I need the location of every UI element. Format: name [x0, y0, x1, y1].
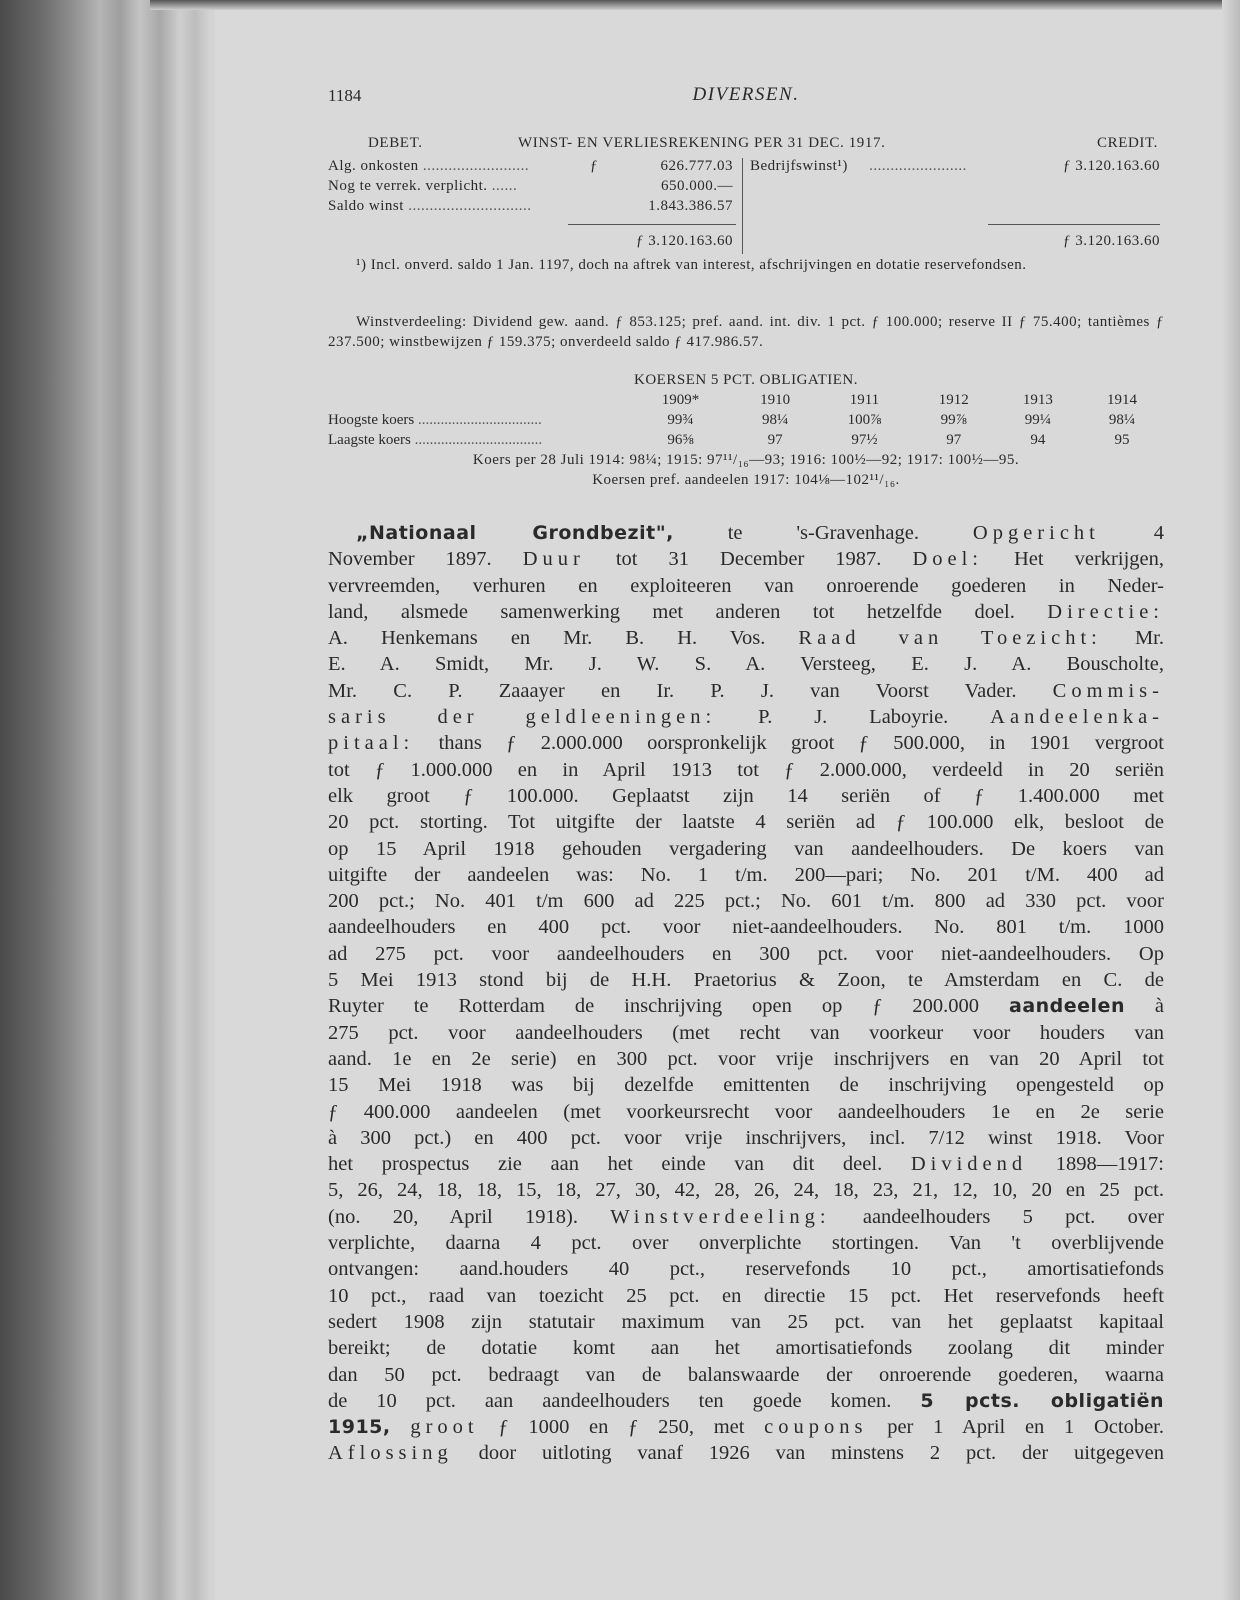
year-header: 1912	[938, 391, 969, 408]
winstverdeeling-text: Winstverdeeling: Dividend gew. aand. ƒ 853.125; pref. aand. int. div. 1 pct. ƒ 100.000; reserve II ƒ 75.400; tantièmes ƒ 237.500; winstbewijzen ƒ 159.375; onverdeeld saldo ƒ 417.986.57.	[328, 314, 1164, 350]
text-segment: aandeelhouders 5 pct. over	[830, 1205, 1164, 1228]
text-line	[328, 1020, 1164, 1046]
text-line	[328, 941, 1164, 967]
koersen-title: KOERSEN 5 PCT. OBLIGATIEN.	[634, 372, 858, 388]
year-header: 1914	[1106, 391, 1137, 408]
text-segment: tot ƒ 1.000.000 en in April 1913 tot ƒ 2.000.000, verdeeld in 20 seriën	[328, 758, 1164, 781]
text-segment: ad 275 pct. voor aandeelhouders en 300 pct. voor niet-aandeelhouders. Op	[328, 942, 1164, 965]
bold-heading-text: „Nationaal Grondbezit",	[356, 522, 674, 544]
text-line	[328, 1362, 1164, 1388]
text-segment: A. Henkemans en Mr. B. H. Vos.	[328, 627, 799, 650]
text-line	[328, 1099, 1164, 1125]
bold-heading-text: aandeelen	[1009, 995, 1125, 1018]
text-segment: het prospectus zie aan het einde van dit deel.	[328, 1153, 911, 1176]
spaced-keyword: coupons	[764, 1416, 868, 1439]
text-segment: 1898—1917:	[1027, 1153, 1164, 1176]
text-segment: 5, 26, 24, 18, 18, 15, 18, 27, 30, 42, 28, 26, 24, 18, 23, 21, 12, 10, 20 en 25 pct.	[328, 1179, 1164, 1202]
total-rule	[568, 224, 736, 225]
text-line	[328, 993, 1164, 1019]
text-line	[328, 1072, 1164, 1098]
cell: 97	[946, 431, 962, 448]
text-segment: de 10 pct. aan aandeelhouders ten goede komen.	[328, 1389, 921, 1412]
text-line	[328, 1283, 1164, 1309]
page-right-edge	[1222, 0, 1240, 1600]
year-header: 1911	[849, 391, 880, 408]
spaced-keyword: Directie:	[1047, 600, 1164, 623]
row-value: 650.000.—	[661, 178, 733, 194]
text-line	[328, 862, 1164, 888]
cell: 97½	[851, 431, 878, 448]
cell: 99⅞	[940, 411, 967, 428]
text-segment: thans ƒ 2.000.000 oorspronkelijk groot ƒ 500.000, in 1901 vergroot	[414, 732, 1164, 755]
company-entry-text	[328, 520, 1164, 1467]
cell: 98¼	[1108, 411, 1136, 428]
text-segment: uitgifte der aandeelen was: No. 1 t/m. 200—pari; No. 201 t/M. 400 ad	[328, 863, 1164, 886]
text-segment: door uitloting vanaf 1926 van minstens 2 pct. der uitgegeven	[452, 1442, 1164, 1465]
text-line	[328, 1388, 1164, 1414]
debet-label: DEBET.	[368, 135, 423, 151]
debit-row: Nog te verrek. verplicht. ...... 650.000.—	[328, 178, 733, 194]
spaced-keyword: Opgericht	[972, 522, 1100, 544]
text-line	[328, 836, 1164, 862]
text-line	[328, 967, 1164, 993]
row-value: 626.777.03	[660, 158, 733, 174]
text-segment: ƒ 400.000 aandeelen (met voorkeursrecht voor aandeelhouders 1e en 2e serie	[328, 1100, 1164, 1123]
text-line	[328, 625, 1164, 651]
text-segment: Mr. C. P. Zaaayer en Ir. P. J. van Voorst Vader.	[328, 679, 1053, 702]
text-line	[328, 704, 1164, 730]
text-segment: aand. 1e en 2e serie) en 300 pct. voor vrije inschrijvers en van 20 April tot	[328, 1047, 1164, 1070]
text-line	[328, 1204, 1164, 1230]
cell: 100⅞	[847, 411, 882, 428]
bold-heading-text: 5 pcts. obligatiën	[920, 1389, 1165, 1412]
spaced-keyword: Doel:	[912, 548, 983, 571]
text-line	[328, 599, 1164, 625]
text-segment: 10 pct., raad van toezicht 25 pct. en directie 15 pct. Het reservefonds heeft	[328, 1284, 1164, 1307]
text-segment: Mr.	[1101, 627, 1164, 650]
text-line	[328, 573, 1164, 599]
year-header: 1910	[760, 391, 791, 408]
text-line	[328, 1256, 1164, 1282]
credit-label: CREDIT.	[1097, 135, 1158, 151]
spaced-keyword: Commis-	[1052, 679, 1164, 702]
text-line	[328, 546, 1164, 572]
book-spine-edge	[0, 0, 215, 1600]
row-value: 3.120.163.60	[1075, 158, 1160, 174]
cell: 99¼	[1024, 411, 1051, 428]
year-header: 1913	[1022, 391, 1053, 408]
text-line	[328, 678, 1164, 704]
debit-row: Saldo winst ............................. 1.843.386.57	[328, 198, 733, 214]
koersen-note: Koers per 28 Juli 1914: 98¼; 1915: 97¹¹/₁₆—93; 1916: 100½—92; 1917: 100½—95.	[472, 452, 1020, 468]
text-line	[328, 651, 1164, 677]
spaced-keyword: pitaal:	[328, 732, 415, 755]
credit-total: ƒ 3.120.163.60	[1063, 233, 1160, 249]
text-line	[328, 1151, 1164, 1177]
column-divider	[742, 158, 743, 254]
debit-total: ƒ 3.120.163.60	[636, 233, 733, 249]
text-segment	[391, 1416, 411, 1438]
text-line	[328, 1414, 1164, 1440]
text-line	[328, 1125, 1164, 1151]
row-value: 1.843.386.57	[648, 198, 733, 214]
spaced-keyword: Aflossing	[328, 1442, 453, 1465]
text-line	[328, 1230, 1164, 1256]
debit-row: Alg. onkosten ......................... ƒ 626.777.03	[328, 158, 733, 174]
text-line	[328, 888, 1164, 914]
cell: 99¾	[667, 411, 694, 428]
running-title: DIVERSEN.	[692, 84, 800, 105]
text-segment: Ruyter te Rotterdam de inschrijving open op ƒ 200.000	[328, 995, 1009, 1018]
text-line	[328, 914, 1164, 940]
text-segment: P. J. Laboyrie.	[716, 706, 991, 729]
text-segment: tot 31 December 1987.	[584, 548, 913, 571]
text-segment: 20 pct. storting. Tot uitgifte der laatste 4 seriën ad ƒ 100.000 elk, besloot de	[328, 811, 1164, 834]
text-segment: aandeelhouders en 400 pct. voor niet-aandeelhouders. No. 801 t/m. 1000	[328, 916, 1164, 939]
text-segment: à	[1124, 995, 1164, 1018]
koersen-row: Hoogste koers ................................. 99¾ 98¼ 100⅞ 99⅞ 99¼ 98¼	[328, 410, 1164, 430]
text-line	[328, 730, 1164, 756]
text-segment: vervreemden, verhuren en exploiteeren van onroerende goederen in Neder-	[328, 574, 1164, 597]
text-segment: 5 Mei 1913 stond bij de H.H. Praetorius & Zoon, te Amsterdam en C. de	[328, 969, 1164, 992]
cell: 96⅝	[667, 431, 694, 448]
text-segment: Het verkrijgen,	[982, 548, 1164, 571]
koersen-pref-note: Koersen pref. aandeelen 1917: 104⅛—102¹¹/₁₆.	[592, 472, 900, 488]
text-segment: land, alsmede samenwerking met anderen tot hetzelfde doel.	[328, 600, 1048, 623]
text-segment: sedert 1908 zijn statutair maximum van 25 pct. van het geplaatst kapitaal	[328, 1310, 1164, 1333]
row-label: Saldo winst	[328, 198, 404, 214]
text-segment: op 15 April 1918 gehouden vergadering van aandeelhouders. De koers van	[328, 837, 1164, 860]
account-title: WINST- EN VERLIESREKENING PER 31 DEC. 1917.	[518, 135, 886, 151]
text-segment: verplichte, daarna 4 pct. over onverplichte stortingen. Van 't overblijvende	[328, 1232, 1164, 1255]
text-segment: 275 pct. voor aandeelhouders (met recht van voorkeur voor houders van	[328, 1021, 1164, 1044]
spaced-keyword: Duur	[522, 548, 585, 571]
spaced-keyword: Dividend	[910, 1153, 1028, 1176]
spaced-keyword: Aandeelenka-	[990, 706, 1164, 729]
total-rule	[988, 224, 1160, 225]
row-label: Nog te verrek. verplicht.	[328, 178, 488, 194]
cell: 97	[767, 431, 783, 448]
text-line	[328, 1046, 1164, 1072]
text-segment: 15 Mei 1918 was bij dezelfde emittenten de inschrijving opengesteld op	[328, 1074, 1164, 1097]
spaced-keyword: Winstverdeeling:	[610, 1205, 831, 1228]
bold-heading-text: 1915,	[328, 1416, 391, 1439]
text-segment: te 's-Gravenhage.	[673, 522, 973, 544]
cell: 98¼	[762, 411, 789, 428]
page-top-edge	[150, 0, 1240, 10]
row-label: Hoogste koers	[328, 411, 415, 428]
text-segment: dan 50 pct. bedraagt van de balanswaarde der onroerende goederen, waarna	[328, 1363, 1164, 1386]
account-footnote: ¹) Incl. onverd. saldo 1 Jan. 1197, doch na aftrek van interest, afschrijvingen en dotatie reservefondsen.	[356, 257, 1027, 273]
text-segment: E. A. Smidt, Mr. J. W. S. A. Versteeg, E. J. A. Bouscholte,	[328, 653, 1164, 676]
text-segment: (no. 20, April 1918).	[328, 1205, 611, 1228]
text-line	[328, 1177, 1164, 1203]
koersen-table	[328, 390, 1164, 450]
text-segment: ƒ 1000 en ƒ 250, met	[478, 1416, 765, 1439]
year-header: 1909*	[661, 391, 700, 408]
text-segment: November 1897.	[328, 548, 523, 571]
text-segment: per 1 April en 1 October.	[867, 1416, 1165, 1439]
row-label: Bedrijfswinst¹)	[750, 158, 848, 174]
cell: 94	[1030, 431, 1046, 448]
spaced-keyword: saris der geldleeningen:	[328, 706, 717, 729]
currency: ƒ	[1063, 158, 1071, 174]
text-line	[328, 783, 1164, 809]
page-number: 1184	[328, 86, 362, 105]
text-line	[328, 1309, 1164, 1335]
text-line	[328, 757, 1164, 783]
spaced-keyword: groot	[410, 1416, 479, 1439]
spaced-keyword: Raad van Toezicht:	[798, 627, 1102, 650]
text-line	[328, 1440, 1164, 1466]
text-line	[328, 809, 1164, 835]
koersen-years-row	[328, 390, 1164, 410]
text-segment: ontvangen: aand.houders 40 pct., reservefonds 10 pct., amortisatiefonds	[328, 1258, 1164, 1281]
text-segment: elk groot ƒ 100.000. Geplaatst zijn 14 seriën of ƒ 1.400.000 met	[328, 784, 1164, 807]
koersen-row: Laagste koers .................................. 96⅝ 97 97½ 97 94 95	[328, 430, 1164, 450]
row-label: Laagste koers	[328, 431, 411, 448]
currency: ƒ	[590, 158, 598, 174]
text-segment: 200 pct.; No. 401 t/m 600 ad 225 pct.; No. 601 t/m. 800 ad 330 pct. voor	[328, 890, 1164, 913]
cell: 95	[1114, 431, 1130, 448]
text-segment: bereikt; de dotatie komt aan het amortisatiefonds zoolang dit minder	[328, 1337, 1164, 1360]
credit-row: Bedrijfswinst¹) ....................... ƒ 3.120.163.60	[750, 158, 1160, 174]
text-segment: à 300 pct.) en 400 pct. voor vrije inschrijvers, incl. 7/12 winst 1918. Voor	[328, 1126, 1164, 1149]
text-segment: 4	[1099, 522, 1164, 544]
row-label: Alg. onkosten	[328, 158, 419, 174]
text-line	[328, 520, 1164, 546]
text-line	[328, 1335, 1164, 1361]
